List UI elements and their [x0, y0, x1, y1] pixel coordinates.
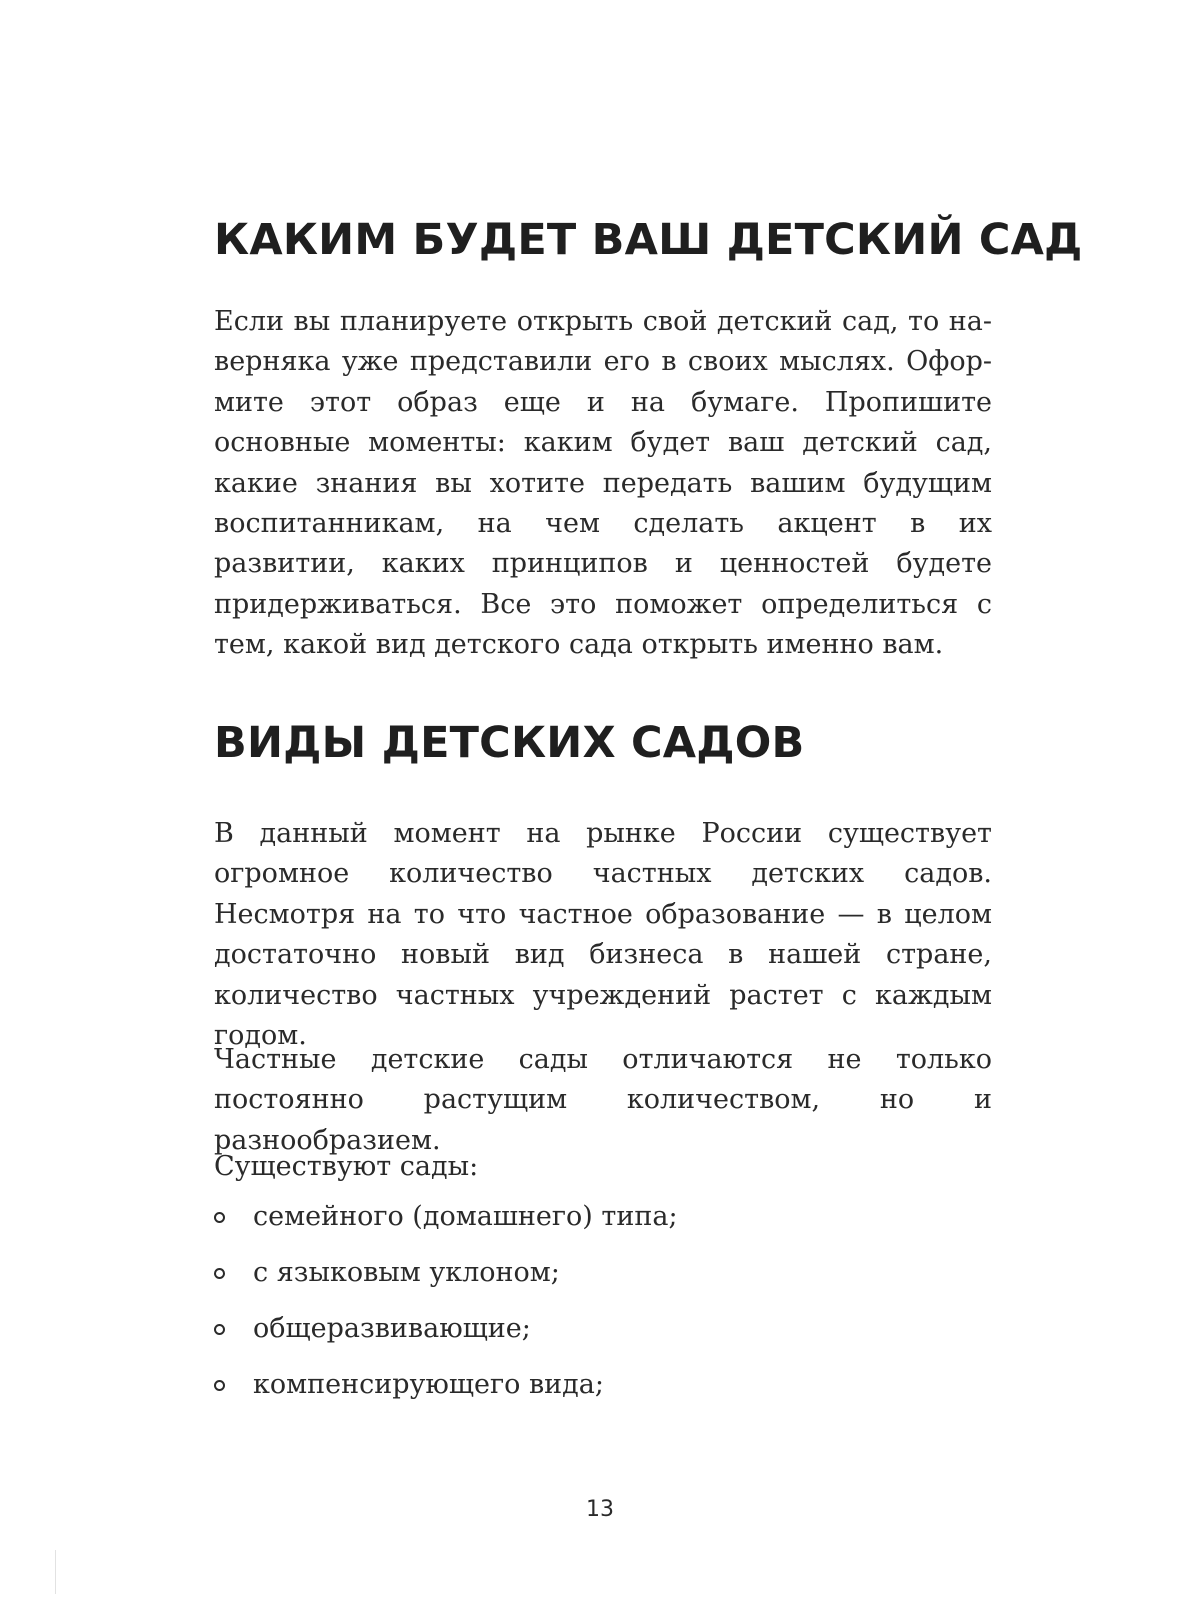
list-item-text: компенсирующего вида;	[253, 1369, 604, 1400]
circle-bullet-icon	[214, 1268, 225, 1279]
list-item	[214, 1253, 678, 1309]
section-heading-kindergarten-types: ВИДЫ ДЕТСКИХ САДОВ	[214, 718, 805, 768]
kindergarten-types-list	[214, 1197, 678, 1421]
section-heading-kindergarten-vision: КАКИМ БУДЕТ ВАШ ДЕТСКИЙ САД	[214, 215, 1083, 265]
list-item-text: с языковым уклоном;	[253, 1257, 560, 1288]
list-item	[214, 1197, 678, 1253]
list-item	[214, 1309, 678, 1365]
variety-paragraph: Частные детские сады отличаются не только постоянно растущим количеством, но и разнообразием.	[214, 1044, 992, 1156]
list-item-text: семейного (домашнего) типа;	[253, 1201, 678, 1232]
intro-paragraph: Если вы планируете открыть свой детский сад, то наверняка уже представили его в своих мыслях. Оформите этот образ еще и на бумаге. Пропишите основные моменты: каким будет ваш детский сад, какие знания вы хотите передать вашим будущим воспитанникам, на чем сделать акцент в их развитии, каких принципов и ценностей будете придерживаться. Все это поможет определиться с тем, какой вид детского сада открыть именно вам.	[214, 306, 992, 661]
page-number: 13	[586, 1497, 614, 1522]
list-item	[214, 1365, 678, 1421]
page-edge-mark	[55, 1550, 56, 1594]
circle-bullet-icon	[214, 1324, 225, 1335]
circle-bullet-icon	[214, 1380, 225, 1391]
list-item-text: общеразвивающие;	[253, 1313, 531, 1344]
circle-bullet-icon	[214, 1212, 225, 1223]
market-paragraph: В данный момент на рынке России существует огромное количество частных детских садов. Несмотря на то что частное образование — в целом достаточно новый вид бизнеса в нашей стране, количество частных учреждений растет с каждым годом.	[214, 818, 992, 1052]
list-intro: Существуют сады:	[214, 1151, 479, 1182]
